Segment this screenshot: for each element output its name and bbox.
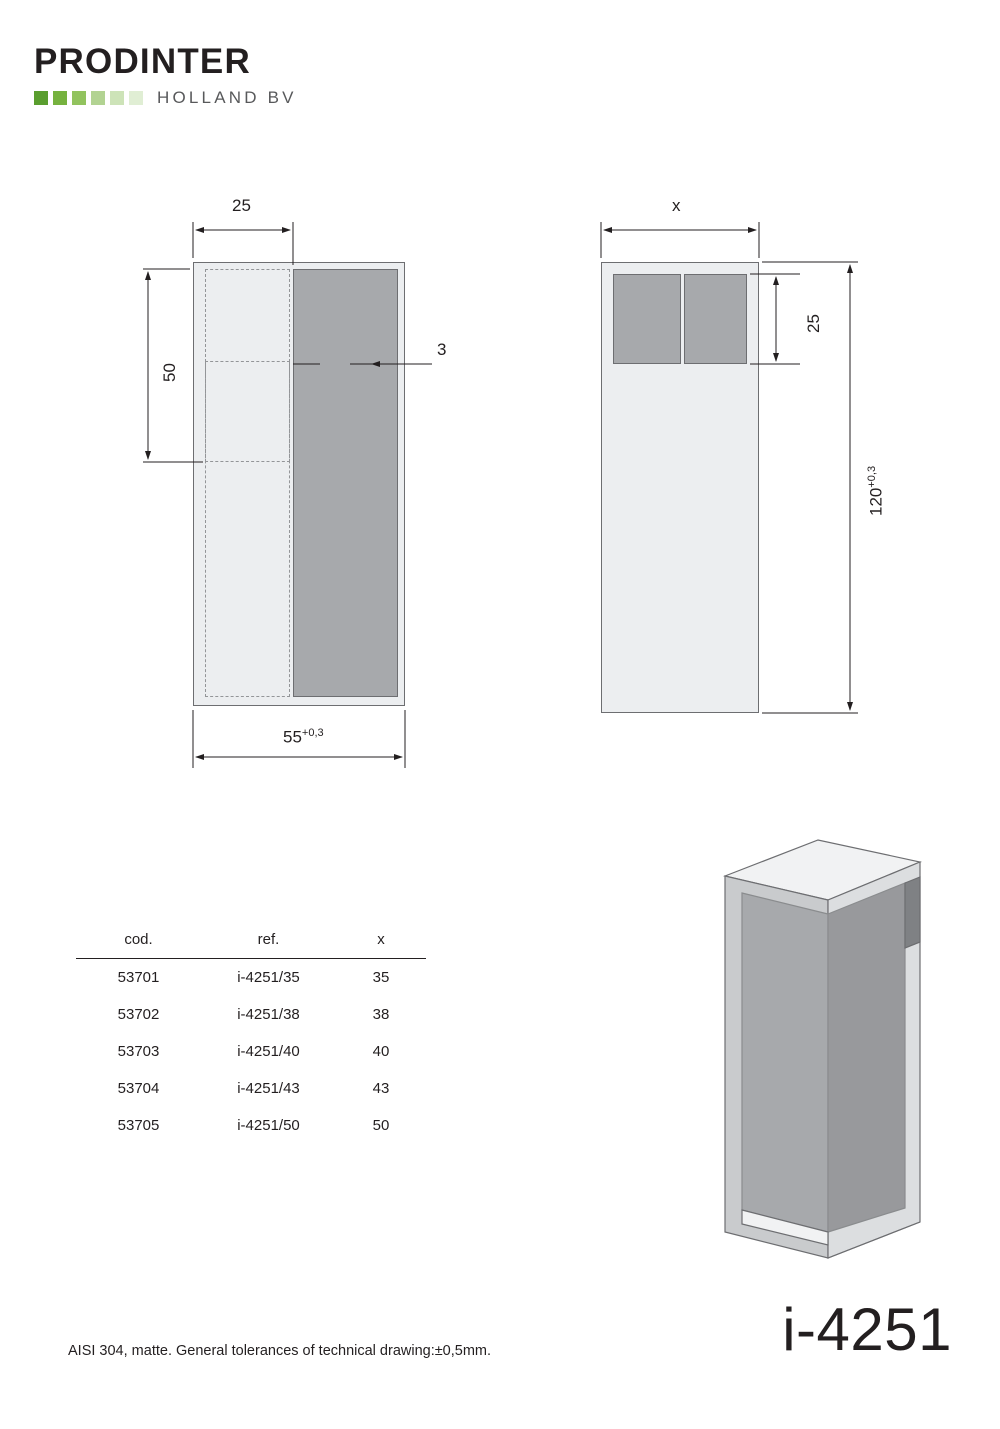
table-header-cod: cod. (76, 925, 201, 959)
cell-ref: i-4251/35 (237, 969, 300, 986)
table-row (76, 1033, 426, 1070)
table-row (76, 996, 426, 1033)
table-row (76, 959, 426, 997)
cell-cod: 53702 (117, 1006, 160, 1023)
dim-side-height (866, 466, 887, 516)
cell-x: 40 (372, 1043, 390, 1060)
cell-x: 43 (372, 1080, 390, 1097)
dim-front-thickness: 3 (437, 340, 447, 359)
cell-cod: 53701 (117, 969, 160, 986)
dim-front-bottom (283, 727, 324, 748)
table-row (76, 1107, 426, 1144)
logo-subtitle: HOLLAND BV (157, 88, 297, 107)
dim-side-height-value: 120 (866, 487, 886, 516)
table-row (76, 1070, 426, 1107)
dim-front-top: 25 (232, 196, 251, 215)
cell-cod: 53705 (117, 1117, 160, 1134)
cell-x: 35 (372, 969, 390, 986)
dim-front-bottom-value: 55 (283, 727, 302, 747)
dim-side-inner: 25 (804, 314, 823, 333)
cell-x: 38 (372, 1006, 390, 1023)
side-view-slot-right (684, 274, 747, 364)
cell-ref: i-4251/50 (237, 1117, 300, 1134)
dim-side-height-tolerance: +0,3 (866, 465, 878, 488)
table-header-row (76, 925, 426, 959)
company-logo (34, 44, 364, 108)
side-view-slot-left (613, 274, 681, 364)
logo-wordmark: PRODINTER (34, 42, 251, 81)
front-view-hidden-lower (205, 361, 290, 697)
cell-x: 50 (372, 1117, 390, 1134)
logo-squares-icon (34, 91, 143, 105)
cell-ref: i-4251/38 (237, 1006, 300, 1023)
front-view-grey-panel (293, 269, 398, 697)
cell-ref: i-4251/40 (237, 1043, 300, 1060)
logo-subline (34, 88, 364, 108)
isometric-view (725, 840, 920, 1258)
cell-ref: i-4251/43 (237, 1080, 300, 1097)
dim-front-left: 50 (160, 363, 179, 382)
table-header-ref: ref. (201, 925, 336, 959)
spec-table (76, 925, 426, 1144)
cell-cod: 53703 (117, 1043, 160, 1060)
dim-front-bottom-tolerance: +0,3 (301, 727, 324, 739)
dim-side-top: x (672, 196, 681, 215)
part-code: i-4251 (782, 1296, 952, 1363)
material-note: AISI 304, matte. General tolerances of technical drawing:±0,5mm. (68, 1343, 492, 1359)
table-header-x: x (336, 925, 426, 959)
cell-cod: 53704 (117, 1080, 160, 1097)
